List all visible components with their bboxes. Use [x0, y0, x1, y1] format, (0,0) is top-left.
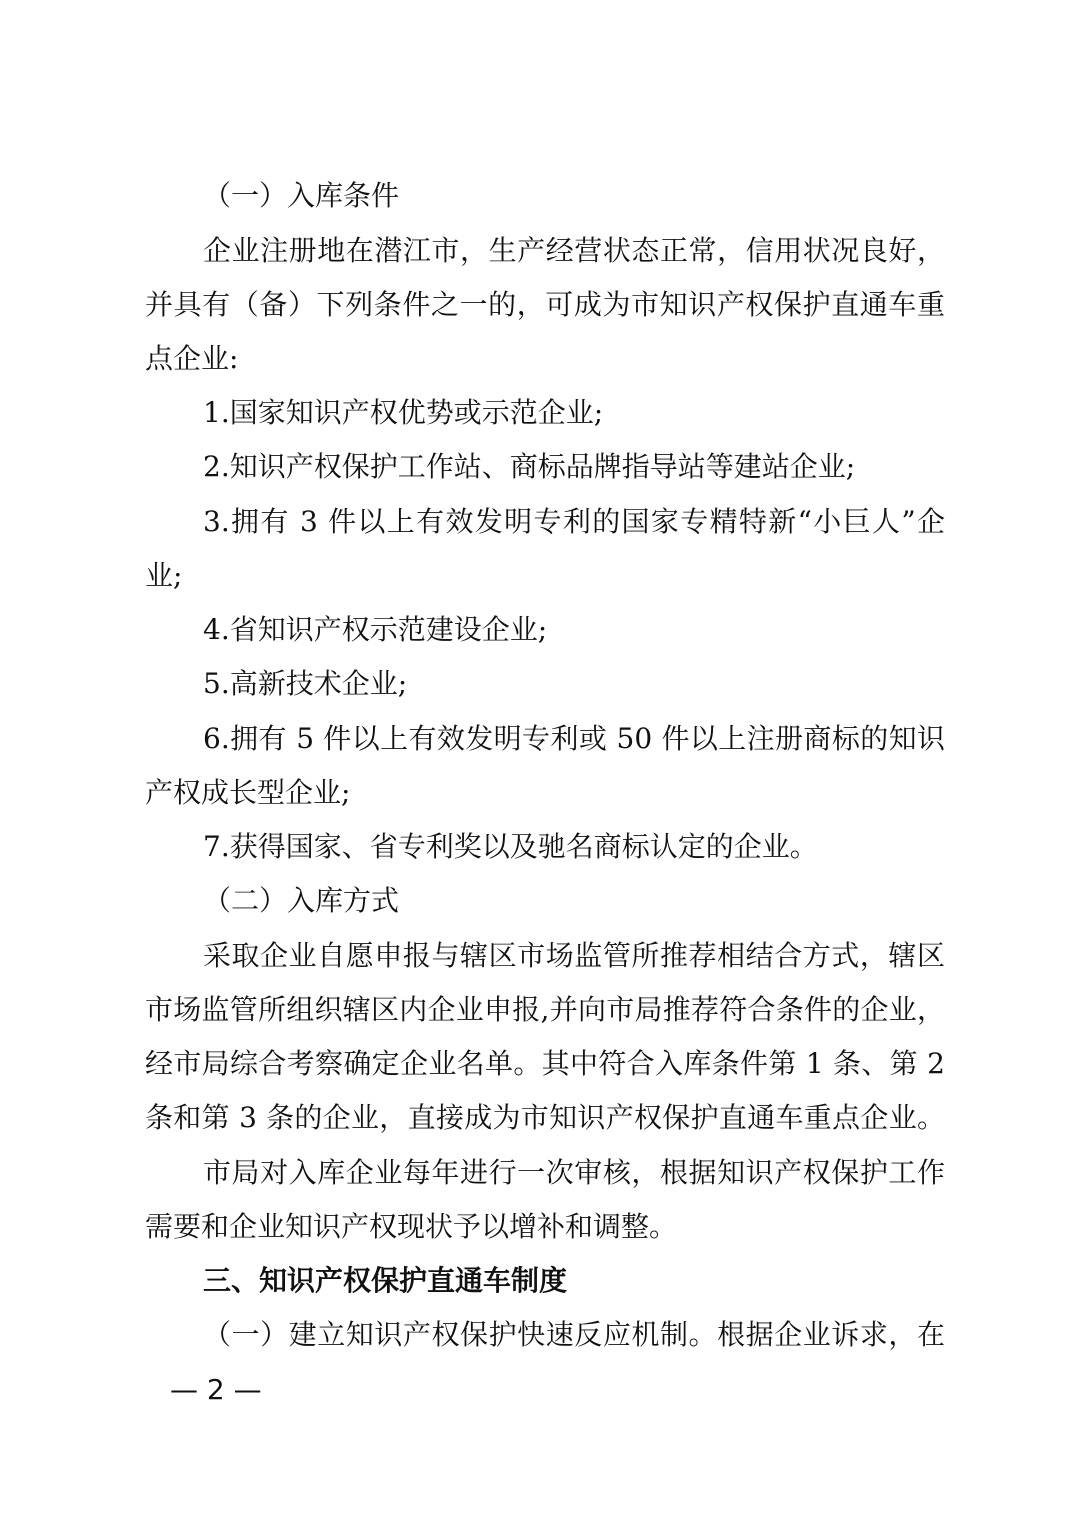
paragraph-line: 并具有（备）下列条件之一的，可成为市知识产权保护直通车重	[145, 288, 945, 321]
list-item: 4.省知识产权示范建设企业;	[203, 613, 548, 646]
subheading-admission-conditions: （一）入库条件	[203, 179, 400, 212]
paragraph-line: 市场监管所组织辖区内企业申报,并向市局推荐符合条件的企业，	[145, 993, 945, 1026]
paragraph-line: 需要和企业知识产权现状予以增补和调整。	[145, 1210, 678, 1243]
list-item: 5.高新技术企业;	[203, 667, 408, 700]
list-item-continuation: 业;	[145, 559, 183, 592]
page-number: — 2 —	[170, 1373, 262, 1406]
list-item: 1.国家知识产权优势或示范企业;	[203, 396, 604, 429]
paragraph-line: 条和第 3 条的企业，直接成为市知识产权保护直通车重点企业。	[145, 1101, 945, 1134]
paragraph-line: 点企业:	[145, 342, 239, 375]
paragraph-line: 市局对入库企业每年进行一次审核，根据知识产权保护工作	[203, 1156, 945, 1189]
section-heading: 三、知识产权保护直通车制度	[203, 1264, 568, 1297]
list-item: 3.拥有 3 件以上有效发明专利的国家专精特新“小巨人”企	[203, 505, 945, 538]
list-item: 2.知识产权保护工作站、商标品牌指导站等建站企业;	[203, 450, 856, 483]
paragraph-line: （一）建立知识产权保护快速反应机制。根据企业诉求，在	[203, 1318, 945, 1351]
paragraph-line: 采取企业自愿申报与辖区市场监管所推荐相结合方式，辖区	[203, 939, 945, 972]
paragraph-line: 企业注册地在潜江市，生产经营状态正常，信用状况良好，	[203, 234, 945, 267]
list-item-continuation: 产权成长型企业;	[145, 776, 351, 809]
list-item: 7.获得国家、省专利奖以及驰名商标认定的企业。	[203, 830, 818, 863]
subheading-admission-method: （二）入库方式	[203, 884, 400, 917]
list-item: 6.拥有 5 件以上有效发明专利或 50 件以上注册商标的知识	[203, 722, 945, 755]
paragraph-line: 经市局综合考察确定企业名单。其中符合入库条件第 1 条、第 2	[145, 1047, 945, 1080]
